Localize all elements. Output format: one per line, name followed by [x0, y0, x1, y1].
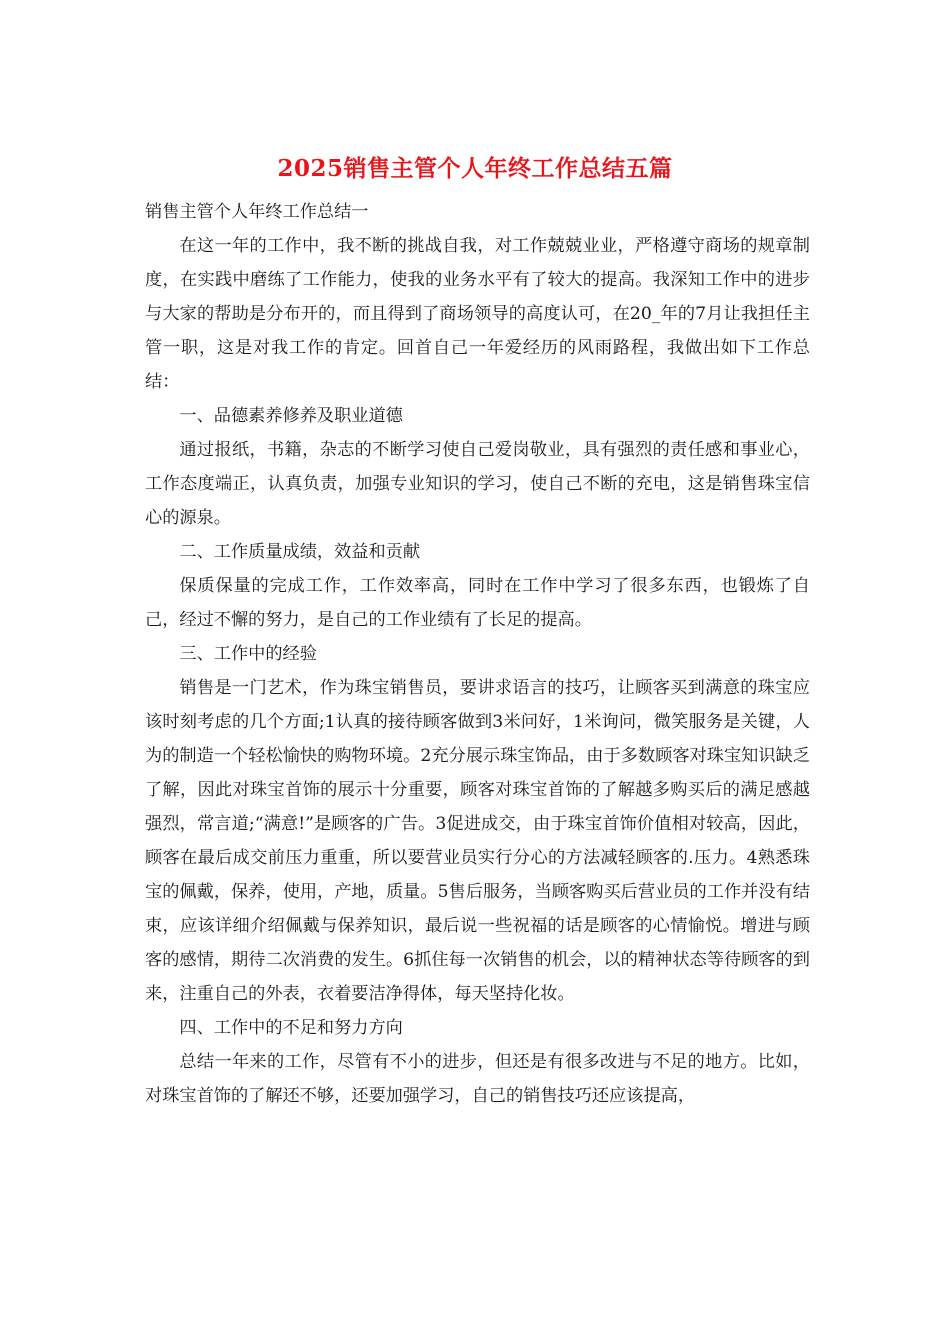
subsection-heading: 四、工作中的不足和努力方向 [179, 1018, 403, 1038]
paragraph: 在这一年的工作中，我不断的挑战自我，对工作兢兢业业，严格遵守商场的规章制度，在实践中磨练了工作能力，使我的业务水平有了较大的提高。我深知工作中的进步与大家的帮助是分布开的，而且得到了商场领导的高度认可，在20_年的7月让我担任主管一职，这是对我工作的肯定。回首自己一年爱经历的风雨路程，我做出如下工作总结： [145, 236, 810, 392]
document-title: 2025销售主管个人年终工作总结五篇 [277, 155, 673, 182]
paragraph: 通过报纸，书籍，杂志的不断学习使自己爱岗敬业，具有强烈的责任感和事业心，工作态度端正，认真负责，加强专业知识的学习，使自己不断的充电，这是销售珠宝信心的源泉。 [145, 440, 810, 528]
document-body [145, 195, 810, 1113]
section-heading: 销售主管个人年终工作总结一 [145, 202, 369, 222]
paragraph: 保质保量的完成工作，工作效率高，同时在工作中学习了很多东西，也锻炼了自己，经过不懈的努力，是自己的工作业绩有了长足的提高。 [145, 576, 810, 630]
paragraph: 总结一年来的工作，尽管有不小的进步，但还是有很多改进与不足的地方。比如，对珠宝首饰的了解还不够，还要加强学习，自己的销售技巧还应该提高， [145, 1052, 810, 1106]
subsection-heading: 一、品德素养修养及职业道德 [179, 406, 403, 426]
subsection-heading: 三、工作中的经验 [179, 644, 317, 664]
paragraph: 销售是一门艺术，作为珠宝销售员，要讲求语言的技巧，让顾客买到满意的珠宝应该时刻考虑的几个方面;1认真的接待顾客做到3米问好，1米询问，微笑服务是关键，人为的制造一个轻松愉快的购物环境。2充分展示珠宝饰品，由于多数顾客对珠宝知识缺乏了解，因此对珠宝首饰的展示十分重要，顾客对珠宝首饰的了解越多购买后的满足感越强烈，常言道;“满意!”是顾客的广告。3促进成交，由于珠宝首饰价值相对较高，因此，顾客在最后成交前压力重重，所以要营业员实行分心的方法减轻顾客的.压力。4熟悉珠宝的佩戴，保养，使用，产地，质量。5售后服务，当顾客购买后营业员的工作并没有结束，应该详细介绍佩戴与保养知识，最后说一些祝福的话是顾客的心情愉悦。增进与顾客的感情，期待二次消费的发生。6抓住每一次销售的机会，以的精神状态等待顾客的到来，注重自己的外表，衣着要洁净得体，每天坚持化妆。 [145, 678, 810, 1004]
subsection-heading: 二、工作质量成绩，效益和贡献 [179, 542, 421, 562]
